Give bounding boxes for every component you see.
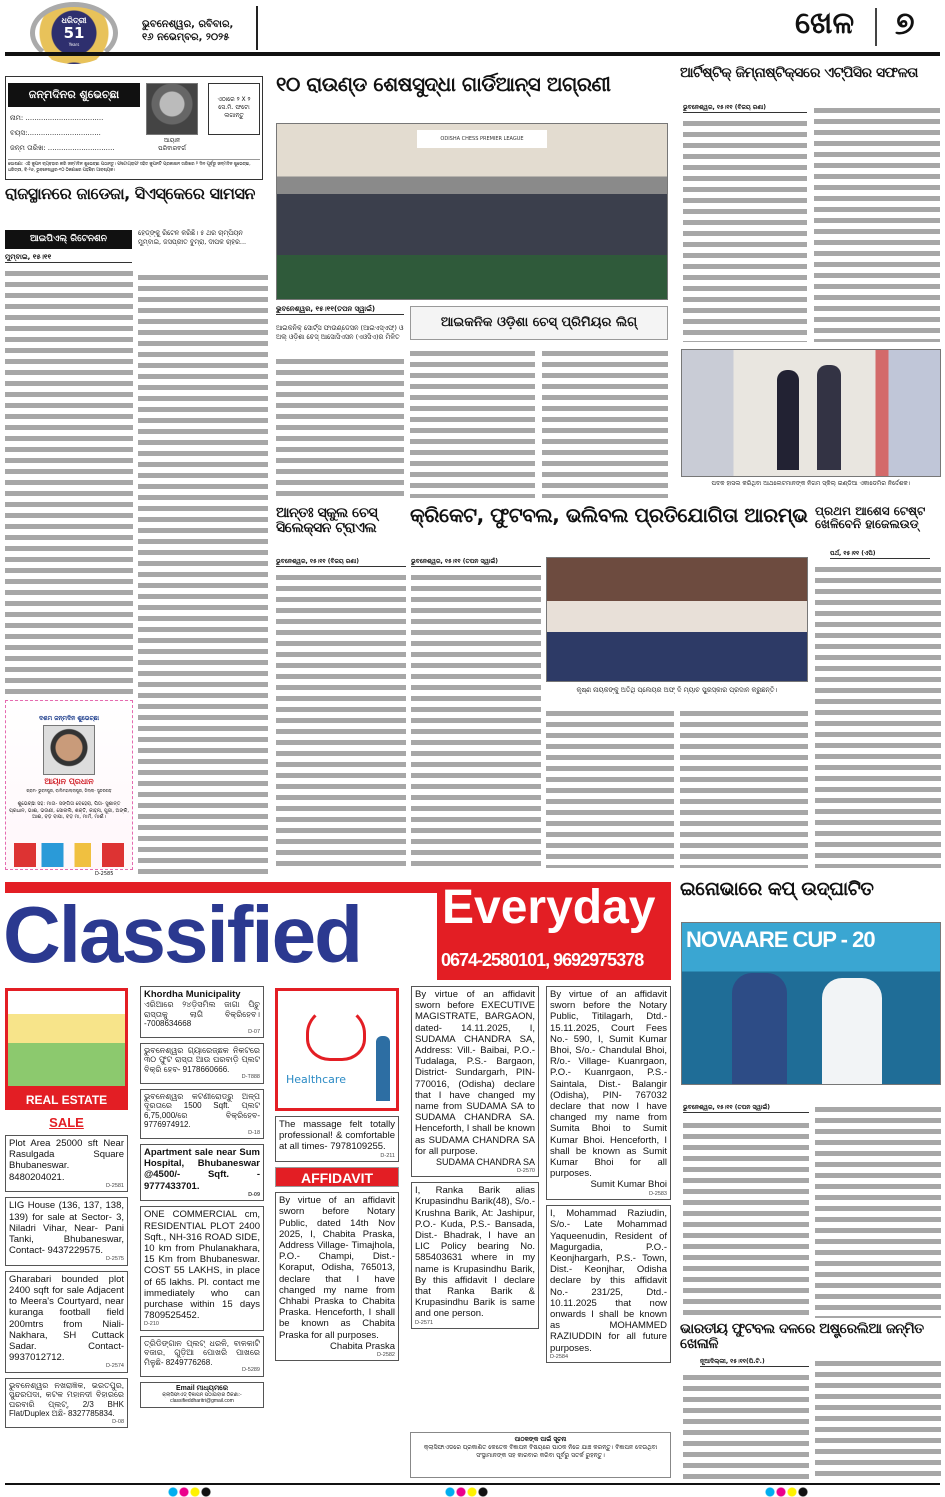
gymnastics-headline: ଆର୍ଟିଷ୍ଟିକ୍ ଜିମ୍ନାଷ୍ଟିକ୍ସରେ ଏଟ୍‌ପିସିର ସଫଳତା <box>680 65 918 81</box>
innova-body-text <box>683 1120 809 1318</box>
school-chess-headline: ଆନ୍ତଃ ସ୍କୁଲ ଚେସ୍ ସିଲେକ୍ସନ ଟ୍ରାଏଲ <box>276 505 378 536</box>
registration-marks <box>765 1487 809 1497</box>
classified-ad: I, Ranka Barik alias Krupasindhu Barik(48), S/o.- Krushna Barik, At: Jashipur, P.O.- Kuda, P.S.- Bansada, Dist.- Bhadrak, I have an LIC Policy bearing No. 585403631 where in my name is Krupasindhu Barik, By this affidavit I declare that Ranka Barik & Krupasindhu Barik is same and one person. D-2571 <box>411 1182 539 1329</box>
classified-ad: By virtue of an affidavit sworn before the Notary Public, Titilagarh, Dtd.- 15.11.2025, Court Fees No.- 590, I, Sumit Kumar Bhoi, S/o.- Chandulal Bhoi, R/o.- Village- Kuanrgaon, P.O.- Kuanrgaon, P.S.- Saintala, Dist.- Balangir (Odisha), PIN- 767032 declare that now I have changed my name from Sumita Bhoi to Sumit Kumar Bhoi. Henceforth, I shall be known as Sumit Kumar Bhoi for all purposes. Sumit Kumar Bhoi D-2583 <box>546 986 671 1200</box>
section-name: ଖେଳ <box>795 6 855 41</box>
birthday-ad: ଦଶମ ଜନ୍ମଦିନ ଶୁଭେଚ୍ଛା ଆୟାନ ପ୍ରଧାନ ଗ୍ରାମ- ଭୁବନପୁର, ବାଲିମହାଲ୍ଲାପୁର, ଜିଲ୍ଲା- ସୁନ୍ଦରଗଡ଼ ଶୁଭେଚ୍ଛା ସହ: ମାତା- ସଙ୍ଗିତା ବେହେରା, ପିତା- ସୁଶାନ୍ତ ପ୍ରଧାନ, ଭାଈ, ଭଉଣୀ, ସୋନାଲି, ଶକ୍ତି, କାହ୍ନା, ପୁଜା, ଅଙ୍କି, ଆଈ, ବଡ଼ ବାପା, ବଡ଼ ମା, ମାମଁ, ମାଈଁ। <box>5 700 133 870</box>
gift-boxes-icon <box>14 843 124 867</box>
child-photo <box>43 725 95 775</box>
sports-meet-photo <box>546 557 808 682</box>
logo: ଧରିତ୍ରୀ 51 Years <box>30 2 118 64</box>
sports-meet-body-text <box>546 708 674 868</box>
doctor-figure <box>376 1036 390 1101</box>
sports-meet-body-text <box>680 708 808 868</box>
reader-notice: ପାଠକଙ୍କ ପାଇଁ ସୂଚନା କ୍ଲାସିଫାଏଡରେ ପ୍ରକାଶିତ କେତେକ ବିଜ୍ଞାପନ ବିଷୟରେ ପାଠକ ନିଜେ ଯାଞ୍ଚ କରନ୍ତୁ। ବିଜ୍ଞାପନ ଦେଉଥିବା ସଂସ୍ଥାମାନଙ୍କ ସହ କାରବାର କରିବା ପୂର୍ବରୁ ସତର୍କ ରୁହନ୍ତୁ। <box>410 1432 671 1478</box>
chess-photo: ODISHA CHESS PREMIER LEAGUE <box>276 123 668 300</box>
athlete-figure <box>817 365 841 470</box>
classified-ad: ଭୁବନେଶ୍ୱର ଗ୍ୟାରେଜ୍‌ଛକ ନିକଟରେ ୩୦ ଫୁଟ ରାସ୍ତା ଆଉ ଘରବାଡ଼ି ପ୍ଲଟ ବିକ୍ରି ହେବ- 9178660666. D-T888 <box>140 1043 264 1084</box>
athlete-figure <box>777 370 799 470</box>
classified-column <box>411 986 539 1329</box>
football-headline: ଭାରତୀୟ ଫୁଟବଲ ଦଳରେ ଅଷ୍ଟ୍ରେଲିଆ ଜନ୍ମିତ ଖେଳାଳି <box>680 1321 924 1352</box>
classified-ad: Apartment sale near Sum Hospital, Bhubaneswar @4500/- Sqft. - 9777433701. D-09 <box>140 1144 264 1201</box>
classified-column <box>546 986 671 1363</box>
football-body-text <box>683 1372 809 1482</box>
classified-ad: By virtue of an affidavit sworn before Notary Public, dated 14th Nov 2025, I, Chabita Praska, Address Village- Timajhola, P.O.- Champi, Dist.- Koraput, Odisha, 765013, declare that I have changed my name from Chhabi Praska to Chabita Praska. Henceforth, I shall be known as Chabita Praska for all purposes. Chabita Praska D-2582 <box>275 1192 399 1361</box>
ipl-body-text <box>138 272 268 878</box>
player-figure <box>732 973 787 1084</box>
chess-body-text <box>276 356 404 498</box>
classified-ad: ଭୁବନେଶ୍ୱର ନଖରାଜ୍ଞକ, ଭରତପୁର, ସୁନ୍ଦରପଦା, କଟକ ମହାନଦୀ ବିହାରରେ ଘରବାରି ପ୍ଲଟ୍, 2/3 BHK Flat/Duplex ଅଛି- 8327785834. D-08 <box>5 1378 128 1428</box>
gymnastics-body-text <box>683 118 807 342</box>
sports-meet-headline: କ୍ରିକେଟ, ଫୁଟବଲ, ଭଲିବଲ ପ୍ରତିଯୋଗିତା ଆରମ୍ଭ <box>410 503 808 527</box>
innova-body-text <box>815 1104 941 1318</box>
classified-ad: Plot Area 25000 sft Near Rasulgada Square Bhubaneswar. 8480204021. D-2581 <box>5 1135 128 1192</box>
ipl-kicker: ଆଇପିଏଲ୍ ରିଟେନଶନ <box>5 230 132 249</box>
innova-headline: ଇନୋଭାରେ କପ୍ ଉଦ୍‌ଘାଟିତ <box>680 878 874 900</box>
classified-ad: By virtue of an affidavit sworn before EXECUTIVE MAGISTRATE, BARGAON, dated- 14.11.2025, I, SUDAMA CHANDRA SA, Address: Vill.- Baibai, P.O.- Tudalaga, P.S.- Bargaon, District- Sundargarh, PIN- 770016, (Odisha) declare that I have changed my name from SUDAMA SA to SUDAMA CHANDRA SA. Henceforth, I shall be known as SUDAMA CHANDRA SA for all purpose. SUDAMA CHANDRA SA D-2570 <box>411 986 539 1177</box>
innova-photo: NOVAARE CUP - 20 <box>681 922 941 1085</box>
ipl-headline: ରାଜସ୍ଥାନରେ ଜାଡେଜା, ସିଏସ୍କେରେ ସାମସନ <box>5 184 255 203</box>
registration-marks <box>168 1487 212 1497</box>
classified-ad: ଭୁବନେଶ୍ୱର କଟଣୀରୋଡ୍‌ରୁ ଅଳ୍ପ ଦୂରତାରେ 1500 Sqft. ପ୍ଲଟ 6,75,000/ରେ ବିକ୍ରିହେବ- 9776974912. D-18 <box>140 1089 264 1139</box>
football-body-text <box>815 1358 941 1482</box>
hazlewood-headline: ପ୍ରଥମ ଆଶେସ ଟେଷ୍ଟ ଖେଳିବେନି ହାଜେଲଉଡ୍ <box>815 504 926 531</box>
everyday-box: Everyday 0674-2580101, 9692975378 <box>437 882 671 980</box>
chess-headline: ୧୦ ରାଉଣ୍ଡ ଶେଷସୁଦ୍ଧା ଗାର୍ଡିଆନ୍ସ ଅଗ୍ରଣୀ <box>276 72 611 96</box>
classified-ad: LIG House (136, 137, 138, 139) for sale at Sector- 3, Niladri Vihar, Near- Pani Tanki, Bhubaneswar, Contact- 9437229575. D-2575 <box>5 1197 128 1266</box>
chess-body-text <box>410 348 535 498</box>
chess-subheadline: ଆଇକନିକ ଓଡ଼ିଶା ଚେସ୍ ପ୍ରିମିୟର ଲିଗ୍ <box>410 306 668 340</box>
divider <box>256 6 258 50</box>
classified-column: REAL ESTATE SALE Plot Area 25000 sft Near Rasulgada Square Bhubaneswar. 8480204021. D-2581 LIG House (136, 137, 138, 139) for sale at Sector- 3, Niladri Vihar, Near- Pani Tanki, Bhubaneswar, Contact- 9437229575. D-2575 Gharabari bounded plot 2400 sqft for sale Adjacent to Meera's Courtyard, near kuranga football field 200mtrs from Niali- Nakhara, SH Cuttack Sadar. Contact- 9937012712. D-2574 ଭୁବନେଶ୍ୱର ନଖରାଜ୍ଞକ, ଭରତପୁର, ସୁନ୍ଦରପଦା, କଟକ ମହାନଦୀ ବିହାରରେ ଘରବାରି ପ୍ଲଟ୍, 2/3 BHK Flat/Duplex ଅଛି- 8327785834. D-08 <box>5 988 128 1428</box>
hazlewood-body-text <box>815 564 941 868</box>
gymnastics-body-text <box>814 105 940 342</box>
page-number: ୭ <box>895 4 915 42</box>
child-photo <box>146 83 198 135</box>
classified-ad: The massage felt totally professional! & comfortable at all times- 7978109255. D-211 <box>275 1116 399 1162</box>
classified-ad: Khordha Municipality ଏରିଆରେ ୨୪ଡ଼ିସମିଲ ଜାଗା ପିଚୁ ରାସ୍ତାକୁ ଲାଗି ବିକ୍ରିହେବ। -7008634668 D-07 <box>140 986 264 1038</box>
issue-date: ଭୁବନେଶ୍ୱର, ରବିବାର, ୧୬ ନଭେମ୍ବର, ୨୦୨୫ <box>142 19 234 43</box>
sports-meet-body-text <box>411 572 541 868</box>
divider <box>875 8 877 46</box>
birthday-coupon: ଜନ୍ମଦିନର ଶୁଭେଚ୍ଛା ନାମ: ................................... ବୟସ:................................. ଜନ୍ମ ତାରିଖ: .............................. ଆୟାନ ପରିବାରବର୍ଗ ଏଠାରେ ୨ X ୨ ସେ.ମି. ଫଟୋ ଲଗାନ୍ତୁ ଘୋଷଣା: ଏହି କୁପନ ବ୍ୟବହାର କରି ଜନ୍ମଦିନ ଶୁଭେଚ୍ଛା ପଠାନ୍ତୁ। ଫଟୋଗ୍ରାଫ ସହିତ କୁପନଟି ପ୍ରକାଶନ ତାରିଖର ୨ ଦିନ ପୂର୍ବରୁ ଜନ୍ମଦିନ ଶୁଭେଚ୍ଛା, ଧରିତ୍ରୀ, ବି-୨୬, ଭୁବନେଶ୍ୱର-୧୦ ଠିକଣାରେ ପହଞ୍ଚିବା ଆବଶ୍ୟକ। <box>5 76 263 180</box>
masthead <box>0 0 945 60</box>
gymnastics-photo <box>681 349 941 477</box>
real-estate-ad: REAL ESTATE <box>5 988 128 1110</box>
email-notice: Email ମାଧ୍ୟମରେ କ୍ଲାସିଫାଏଡ୍‌ ବିଜ୍ଞାପନ ପଠାଇବାର ଠିକଣା:- classifieddharitri@gmail.com <box>140 1382 264 1408</box>
classified-column: Healthcare The massage felt totally professional! & comfortable at all times- 7978109255. D-211 AFFIDAVIT By virtue of an affidavit sworn before Notary Public, dated 14th Nov 2025, I, Chabita Praska, Address Village- Timajhola, P.O.- Champi, Dist.- Koraput, Odisha, 765013, declare that I have changed my name from Chhabi Praska to Chabita Praska. Henceforth, I shall be known as Chabita Praska for all purposes. Chabita Praska D-2582 <box>275 988 399 1361</box>
classified-column <box>140 986 264 1408</box>
footer-rule <box>5 1483 940 1485</box>
chess-body-text <box>542 348 668 498</box>
classified-ad: Gharabari bounded plot 2400 sqft for sale Adjacent to Meera's Courtyard, near kuranga football field 200mtrs from Niali- Nakhara, SH Cuttack Sadar. Contact- 9937012712. D-2574 <box>5 1271 128 1373</box>
registration-marks <box>445 1487 489 1497</box>
heart-pulse-icon <box>306 1006 366 1061</box>
school-chess-body-text <box>276 572 406 868</box>
classified-ad: ONE COMMERCIAL cm, RESIDENTIAL PLOT 2400 Sqft., NH-316 ROAD SIDE, 10 km from Phulanakhara, 15 Km from Bhubaneswar. COST 55 LAKHS, in place of 65 lakhs. Pl. contact me immediately who can purchase within 15 days 7809525452. D-210 <box>140 1206 264 1331</box>
classified-title: Classified <box>3 890 361 979</box>
header-rule <box>5 52 940 56</box>
classified-ad: ତ୍ରିଡିଙ୍ଗାନ ପ୍ଲଟ୍ ଧରଳି, ବାଳକାଟି ବଜାର, ଗୁଡ଼ିଆ ପୋଖରି ପାଖରେ ମିଳୁଛି- 8249776268. D-5289 <box>140 1336 264 1377</box>
healthcare-ad: Healthcare <box>275 988 399 1111</box>
official-figure <box>822 978 882 1084</box>
classified-ad: I, Mohammad Raziudin, S/o.- Late Mohammad Yaqueenudin, Resident of Magurgadia, P.O.- Keonjhargarh, P.S.- Town, Dist.- Keonjhar, Odisha declare by this affidavit No.- 231/25, Dtd.- 10.11.2025 that now onwards I shall be known as MOHAMMED RAZIUDDIN for all future purposes. D-2584 <box>546 1205 671 1363</box>
ipl-body-text <box>5 268 133 696</box>
